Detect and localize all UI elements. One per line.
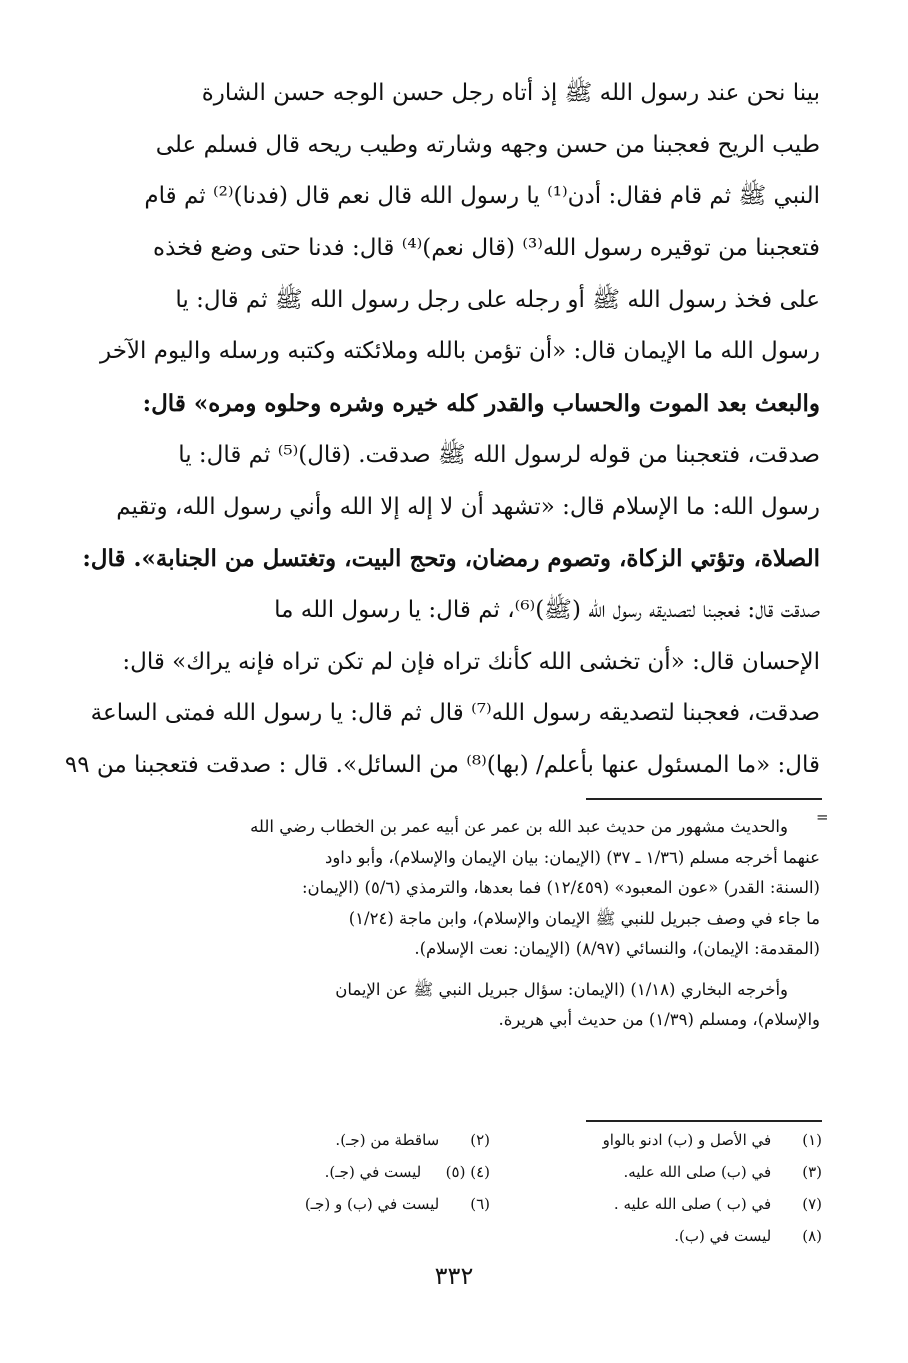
main-text [64, 68, 820, 792]
text-line-12: الإحسان قال: «أن تخشى الله كأنك تراه فإن لم تكن تراه فإنه يراك» قال: [122, 648, 820, 675]
text-line-3: النبي ﷺ ثم قام فقال: أدن⁽¹⁾ يا رسول الله قال نعم قال (فدنا)⁽²⁾ ثم قام [144, 183, 820, 210]
commentary-block [80, 812, 820, 1036]
text-line-8: صدقت، فتعجبنا من قوله لرسول الله ﷺ صدقت. (قال)⁽⁵⁾ ثم قال: يا [178, 441, 820, 468]
text-line-6: رسول الله ما الإيمان قال: «أن تؤمن بالله وملائكته وكتبه ورسله واليوم الآخر [100, 338, 820, 365]
text-line-4: فتعجبنا من توقيره رسول الله⁽³⁾ (قال نعم)⁽⁴⁾ قال: فدنا حتى وضع فخذه [153, 235, 820, 262]
footnote-number: (٧) [802, 1195, 822, 1213]
footnotes-left-column [250, 1124, 490, 1220]
footnote-number: (٢) [470, 1131, 490, 1149]
text-line-2: طيب الريح فعجبنا من حسن وجهه وشارته وطيب ريحه قال فسلم على [155, 131, 820, 158]
text-line-5: على فخذ رسول الله ﷺ أو رجله على رجل رسول الله ﷺ ثم قال: يا [175, 286, 820, 313]
footnote-number: (١) [802, 1131, 822, 1149]
commentary-line-7: والإسلام)، ومسلم (١/٣٩) من حديث أبي هريرة. [498, 1010, 820, 1029]
footnote-number: (٤) (٥) [445, 1163, 490, 1181]
text-line-9: رسول الله: ما الإسلام قال: «تشهد أن لا إله إلا الله وأني رسول الله، وتقيم [116, 493, 820, 520]
commentary-line-6: وأخرجه البخاري (١/١٨) (الإيمان: سؤال جبريل النبي ﷺ عن الإيمان [335, 979, 788, 999]
text-line-11: صدقت قال: فعجبنا لتصديقه رسول الله (ﷺ)⁽⁶⁾، ثم قال: يا رسول الله ما [274, 596, 820, 623]
commentary-line-5: (المقدمة: الإيمان)، والنسائي (٨/٩٧) (الإيمان: نعت الإسلام). [414, 939, 820, 958]
page-number: ٣٣٢ [434, 1262, 474, 1290]
footnote-text: ليست في (جـ). [324, 1163, 422, 1181]
commentary-line-4: ما جاء في وصف جبريل للنبي ﷺ الإيمان والإسلام)، وابن ماجة (١/٢٤) [348, 908, 820, 928]
text-line-7: والبعث بعد الموت والحساب والقدر كله خيره وشره وحلوه ومره» قال: [142, 390, 820, 418]
footnote-number: (٣) [802, 1163, 822, 1181]
footnote-6 [250, 1188, 490, 1220]
commentary-line-2: عنهما أخرجه مسلم (١/٣٦ ـ ٣٧) (الإيمان: بيان الإيمان والإسلام)، وأبو داود [324, 847, 820, 867]
text-line-1: بينا نحن عند رسول الله ﷺ إذ أتاه رجل حسن الوجه حسن الشارة [201, 80, 820, 106]
text-line-14: قال: «ما المسئول عنها بأعلم/ (بها)⁽⁸⁾ من السائل». قال : صدقت فتعجبنا من ٩٩ [64, 751, 820, 778]
footnote-text: ليست في (ب) و (جـ) [304, 1195, 440, 1213]
continuation-mark: = [816, 808, 829, 826]
footnote-3 [520, 1156, 822, 1188]
text-line-13: صدقت، فعجبنا لتصديقه رسول الله⁽⁷⁾ قال ثم قال: يا رسول الله فمتى الساعة [90, 700, 820, 727]
footnote-text: في (ب ) صلى الله عليه . [613, 1195, 772, 1213]
footnote-4-5 [250, 1156, 490, 1188]
footnote-8 [520, 1220, 822, 1252]
footnotes-divider [586, 1120, 822, 1122]
footnote-text: ليست في (ب). [674, 1227, 772, 1245]
commentary-divider [586, 798, 822, 800]
footnote-text: في (ب) صلى الله عليه. [623, 1163, 772, 1181]
commentary-line-3: (السنة: القدر) «عون المعبود» (١٢/٤٥٩) فما بعدها، والترمذي (٥/٦) (الإيمان: [301, 878, 820, 897]
footnote-text: في الأصل و (ب) ادنو بالواو [602, 1131, 772, 1149]
text-line-10: الصلاة، وتؤتي الزكاة، وتصوم رمضان، وتحج البيت، وتغتسل من الجنابة». قال: [82, 545, 820, 573]
footnotes-right-column [520, 1124, 822, 1252]
footnote-2 [250, 1124, 490, 1156]
footnote-number: (٦) [470, 1195, 490, 1213]
footnote-1 [520, 1124, 822, 1156]
footnote-text: ساقطة من (جـ). [335, 1131, 440, 1149]
footnote-7 [520, 1188, 822, 1220]
commentary-line-1: والحديث مشهور من حديث عبد الله بن عمر عن أبيه عمر بن الخطاب رضي الله [250, 817, 788, 836]
footnote-number: (٨) [802, 1227, 822, 1245]
